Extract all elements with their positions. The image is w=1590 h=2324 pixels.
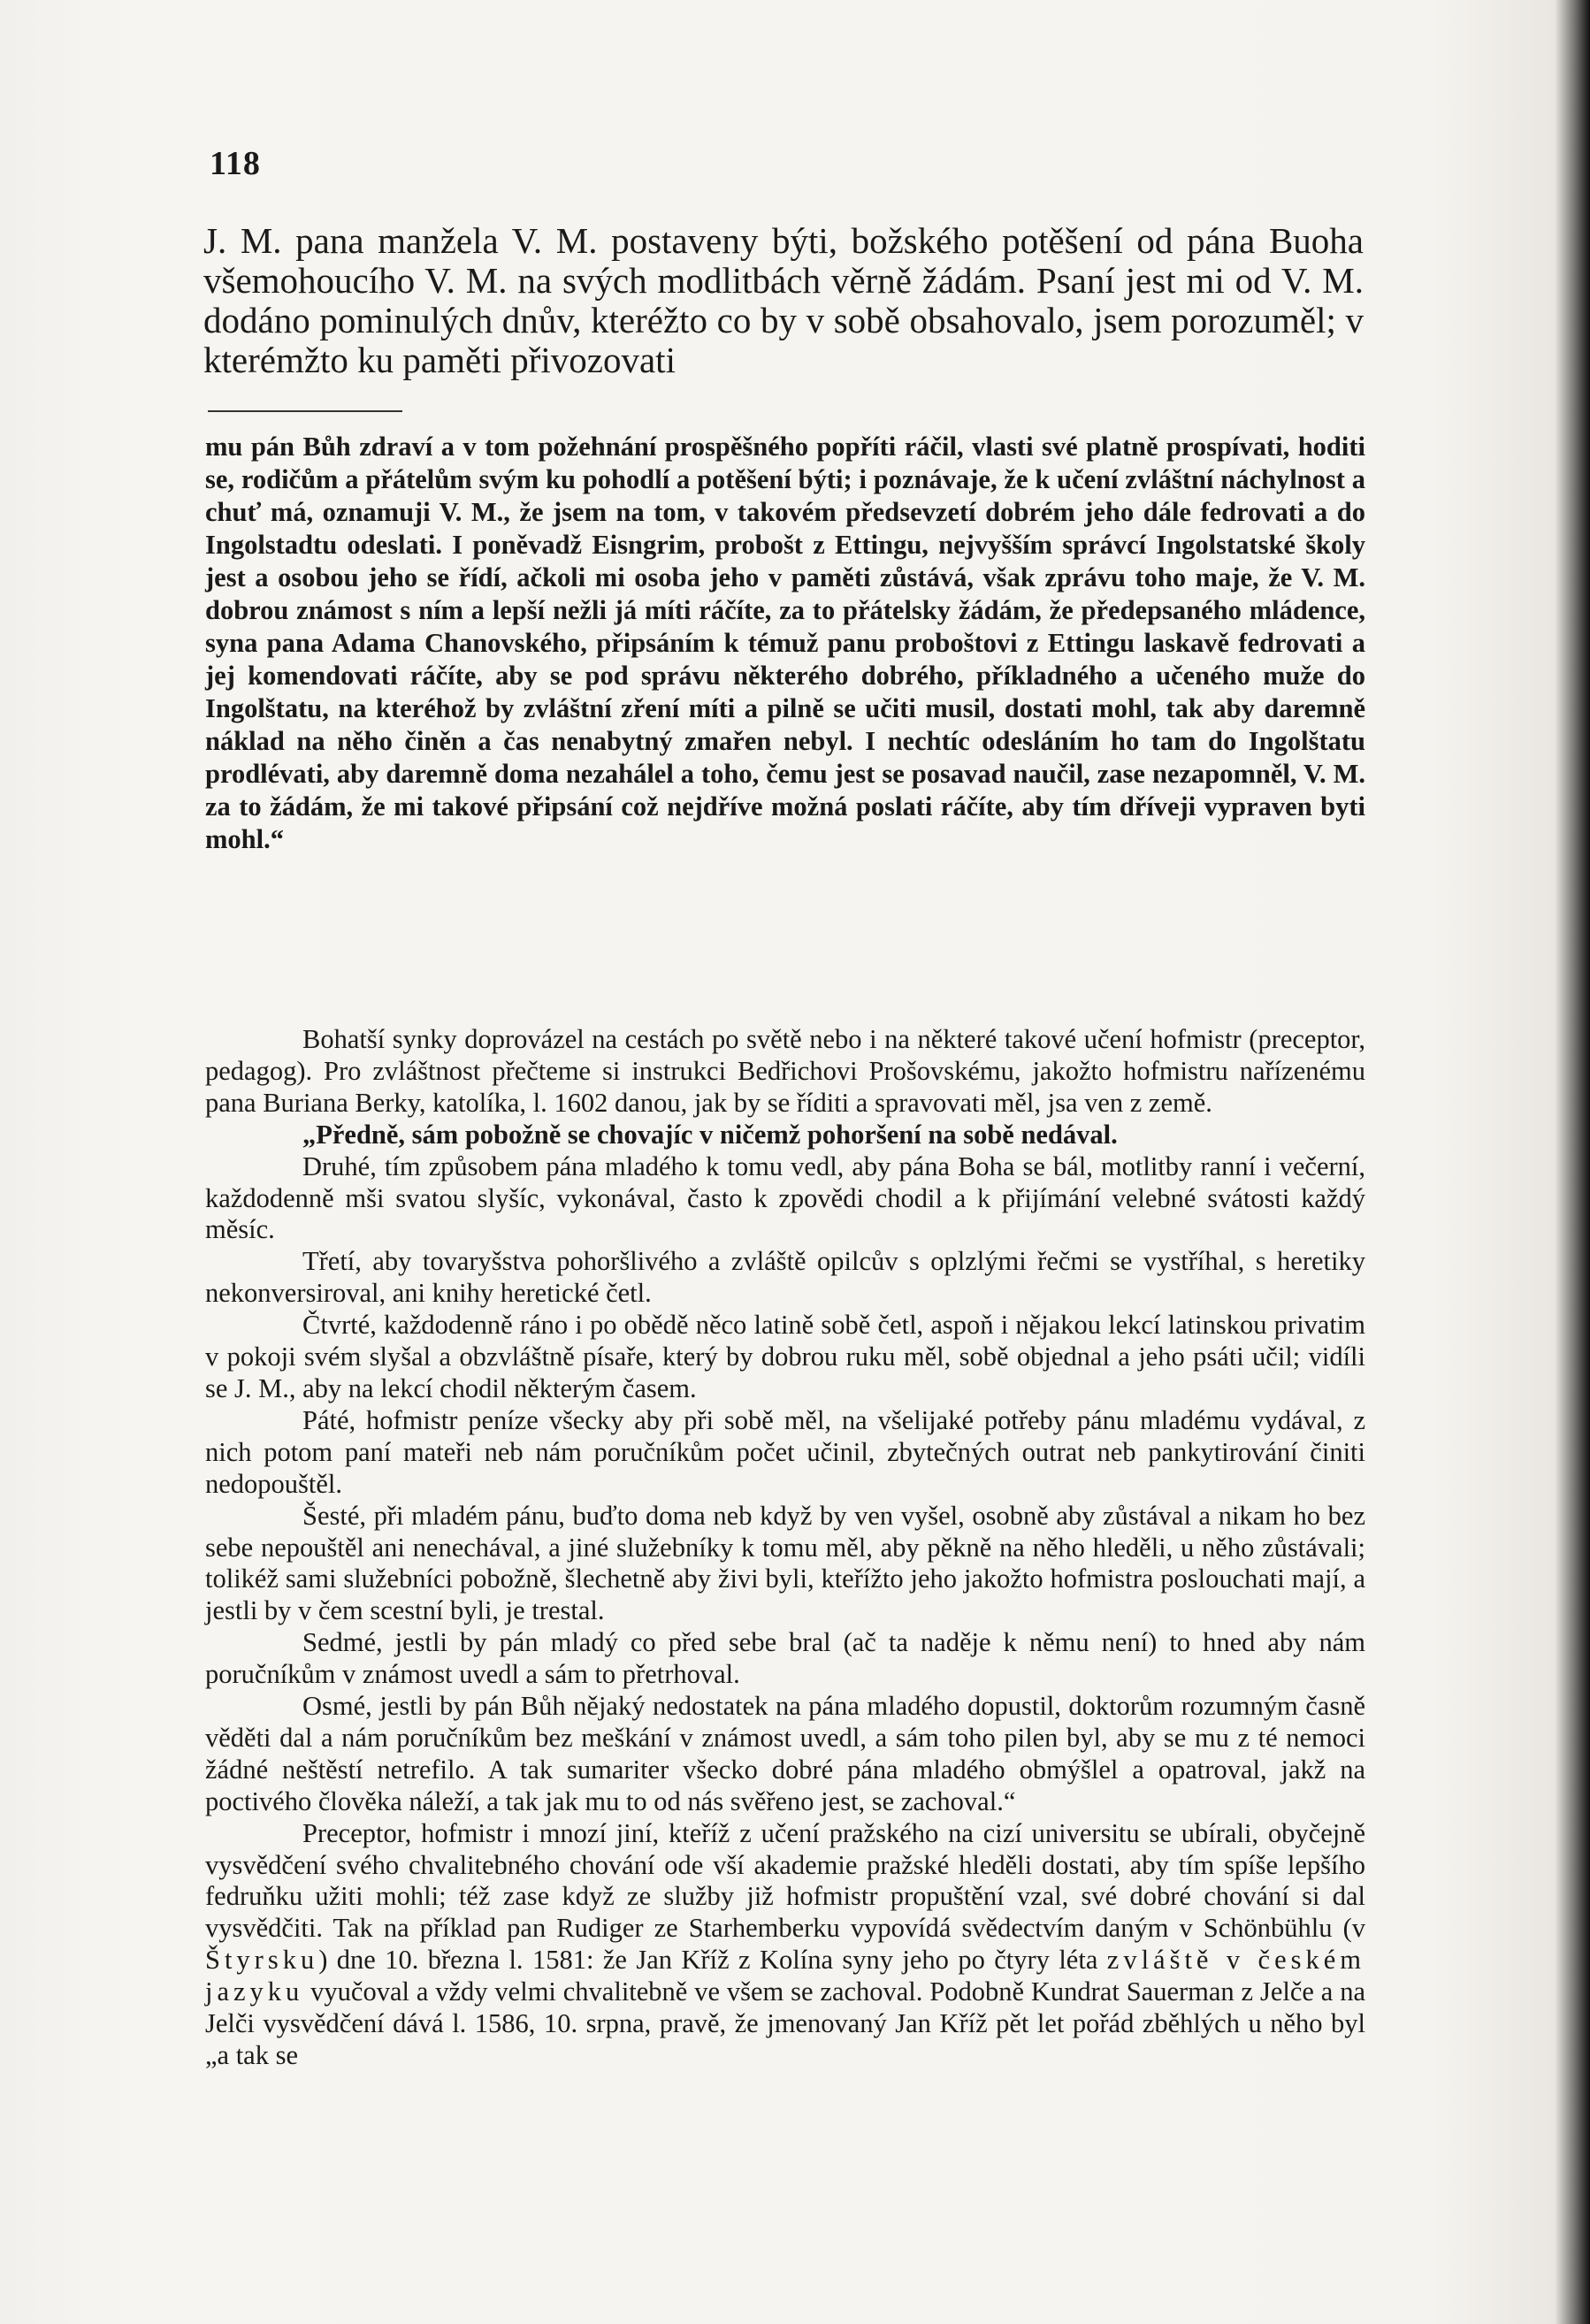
paragraph: „Předně, sám pobožně se chovajíc v ničemž pohoršení na sobě nedával. bbox=[302, 1119, 1118, 1150]
text-run: vyučoval a vždy velmi chvalitebně ve všem se zachoval. Podobně Kundrat Sauerman z Jelče a na Jelči vysvědčení dává l. 1586, 10. srpna, pravě, že jmenovaný Jan Kříž pět let pořád zběhlých u něho byl „a tak se bbox=[205, 1976, 1365, 2070]
intro-text bbox=[203, 221, 1364, 380]
body-text bbox=[205, 1024, 1365, 2072]
page-number: 118 bbox=[210, 145, 261, 182]
text-run: Preceptor, hofmistr i mnozí jiní, kteříž z učení pražského na cizí universitu se ubírali, obyčejně vysvědčení svého chvalitebného chování ode vší akademie pražské hleděli dostati, aby tím spíše lepšího fedruňku užiti mohli; též zase když ze služby již hofmistr propuštění vzal, své dobré chování si dal vysvědčiti. Tak na příklad pan Rudiger ze Starhemberku vypovídá svědectvím daným v Schönbühlu (v bbox=[205, 1817, 1365, 1944]
footnote-divider bbox=[208, 410, 402, 412]
paragraph: Šesté, při mladém pánu, buďto doma neb když by ven vyšel, osobně aby zůstával a nikam ho bez sebe nepouštěl ani nenechával, a jiné služebníky k tomu měl, aby pěkně na něho hleděli, u něho zůstávali; tolikéž sami služebníci pobožně, šlechetně aby živi byli, kteřížto jeho jakožto hofmistra poslouchati mají, a jestli by v čem scestní byli, je trestal. bbox=[205, 1500, 1365, 1626]
letter-quote bbox=[205, 431, 1365, 856]
paragraph: Čtvrté, každodenně ráno i po obědě něco latině sobě četl, aspoň i nějakou lekcí latinskou privatim v pokoji svém slyšal a obzvláštně písaře, který by dobrou ruku měl, sobě objednal a jeho psáti učil; vidíli se J. M., aby na lekcí chodil některým časem. bbox=[205, 1310, 1365, 1403]
page-edge-shadow bbox=[1555, 0, 1590, 2324]
paragraph: Bohatší synky doprovázel na cestách po světě nebo i na některé takové učení hofmistr (preceptor, pedagog). Pro zvláštnost přečteme si instrukci Bedřichovi Prošovskému, jakožto hofmistru nařízenému pana Buriana Berky, katolíka, l. 1602 danou, jak by se říditi a spravovati měl, jsa ven z země. bbox=[205, 1024, 1365, 1118]
spaced-text: zvláště v českém jazyku bbox=[205, 1945, 1365, 2007]
spaced-text: Štyrsku bbox=[205, 1945, 319, 1976]
paragraph: Páté, hofmistr peníze všecky aby při sobě měl, na všelijaké potřeby pánu mladému vydával, z nich potom paní mateři neb nám poručníkům počet učinil, zbytečných outrat neb pankytirování činiti nedopouštěl. bbox=[205, 1404, 1365, 1499]
intro-paragraph: J. M. pana manžela V. M. postaveny býti, božského potěšení od pána Buoha všemohoucího V. M. na svých modlitbách věrně žádám. Psaní jest mi od V. M. dodáno pominulých dnův, kteréžto co by v sobě obsahovalo, jsem porozuměl; v kterémžto ku paměti přivozovati bbox=[203, 220, 1364, 380]
text-run: ) dne 10. března l. 1581: že Jan Kříž z Kolína syny jeho po čtyry léta bbox=[318, 1945, 1107, 1976]
letter-continuation: mu pán Bůh zdraví a v tom požehnání prospěšného popříti ráčil, vlasti své platně prospívati, hoditi se, rodičům a přátelům svým ku pohodlí a potěšení býti; i poznávaje, že k učení zvláštní náchylnost a chuť má, oznamuji V. M., že jsem na tom, v takovém předsevzetí dobrém jeho dále fedrovati a do Ingolstadtu odeslati. I poněvadž Eisngrim, probošt z Ettingu, nejvyšším správcí Ingolstatské školy jest a osobou jeho se řídí, ačkoli mi osoba jeho v paměti zůstává, však zprávu toho maje, že V. M. dobrou známost s ním a lepší nežli já míti ráčíte, za to přátelsky žádám, že předepsaného mládence, syna pana Adama Chanovského, připsáním k témuž panu proboštovi z Ettingu laskavě fedrovati a jej komendovati ráčíte, aby se pod správu některého dobrého, příkladného a učeného muže do Ingolštatu, na kteréhož by zvláštní zření míti a pilně se učiti musil, dostati mohl, tak aby daremně náklad na něho činěn a čas nenabytný zmařen nebyl. I nechtíc odesláním ho tam do Ingolštatu prodlévati, aby daremně doma nezahálel a toho, čemu jest se posavad naučil, zase nezapomněl, V. M. za to žádám, že mi takové připsání což nejdříve možná poslati ráčíte, aby tím dříveji vypraven byti mohl.“ bbox=[205, 432, 1365, 854]
paragraph-last bbox=[205, 1818, 1365, 2072]
paragraph: Druhé, tím způsobem pána mladého k tomu vedl, aby pána Boha se bál, motlitby ranní i večerní, každodenně mši svatou slyšíc, vykonával, často k zpovědi chodil a k přijímání velebné svátosti každý měsíc. bbox=[205, 1151, 1365, 1245]
paragraph: Třetí, aby tovaryšstva pohoršlivého a zvláště opilcův s oplzlými řečmi se vystříhal, s heretiky nekonversiroval, ani knihy heretické četl. bbox=[205, 1246, 1365, 1309]
paragraph: Sedmé, jestli by pán mladý co před sebe bral (ač ta naděje k němu není) to hned aby nám poručníkům v známost uvedl a sám to přetrhoval. bbox=[205, 1627, 1365, 1690]
paragraph: Osmé, jestli by pán Bůh nějaký nedostatek na pána mladého dopustil, doktorům rozumným časně věděti dal a nám poručníkům bez meškání v známost uvedl, a sám toho pilen byl, aby se mu z té nemoci žádné neštěstí netrefilo. A tak sumariter všecko dobré pána mladého obmýšlel a opatroval, jakž na poctivého člověka náleží, a tak jak mu to od nás svěřeno jest, se zachoval.“ bbox=[205, 1691, 1365, 1816]
